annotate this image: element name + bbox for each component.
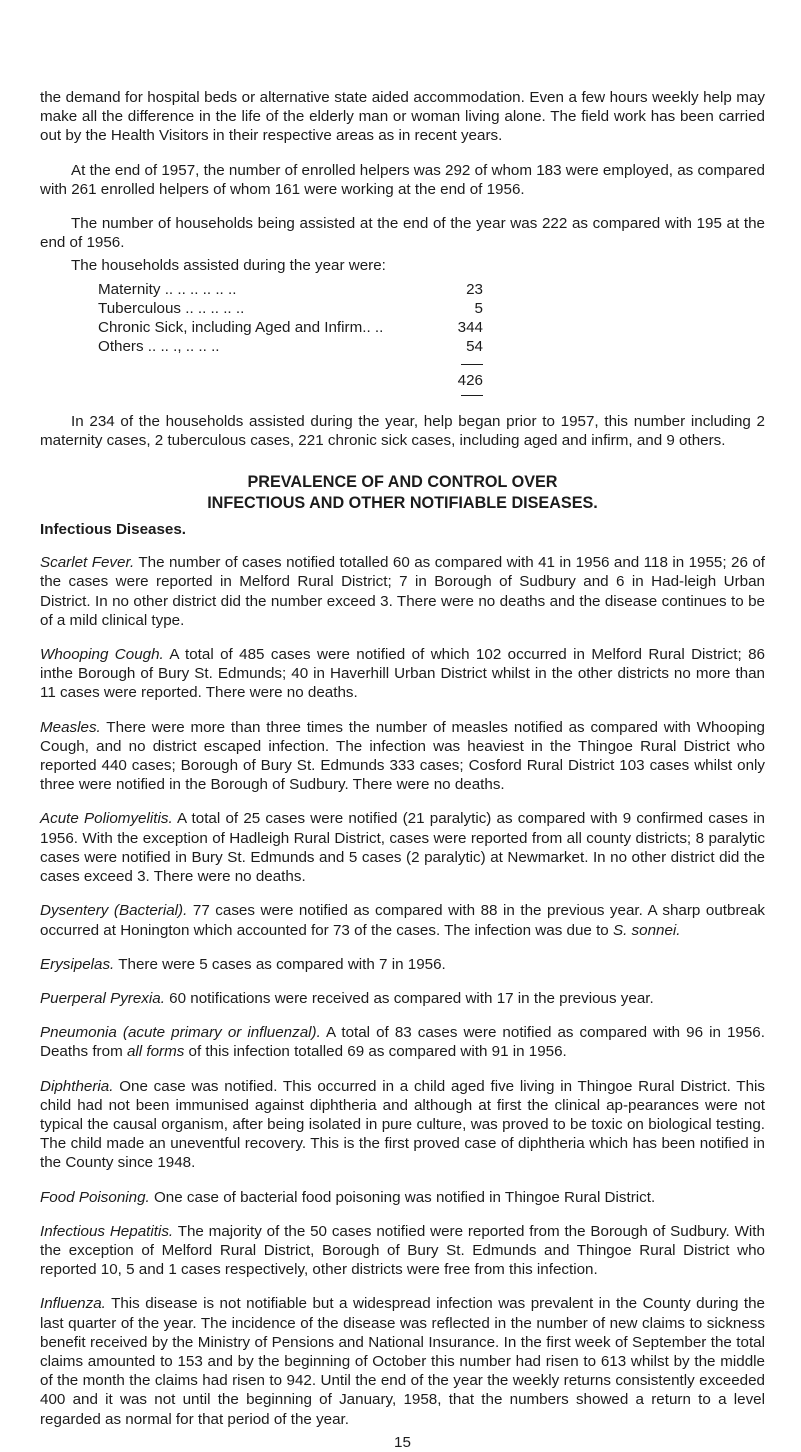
paragraph-measles: Measles. There were more than three times the number of measles notified as compared with Whooping Cough, and no district escaped infection. The infection was heaviest in the Thingoe Rural District who reported 440 cases; Borough of Bury St. Edmunds 333 cases; Cosford Rural District 103 cases whilst only three were notified in the Borough of Sudbury. There were no deaths. (40, 718, 765, 794)
paragraph-scarlet-fever: Scarlet Fever. The number of cases notified totalled 60 as compared with 41 in 1956 and 118 in 1955; 26 of the cases were reported in Melford Rural District; 7 in Borough of Sudbury and 6 in Had-leigh Urban District. In no other district did the number exceed 3. There were no deaths and the disease continues to be of a mild clinical type. (40, 554, 766, 629)
row-value: 5 (474, 299, 483, 317)
table-row (98, 280, 483, 299)
total-rule-bottom (461, 395, 483, 396)
households-intro: The households assisted during the year were: (71, 257, 386, 275)
document-page (40, 88, 765, 1452)
page-number: 15 (394, 1433, 411, 1451)
total-row (98, 356, 483, 390)
paragraph-dysentery: Dysentery (Bacterial). 77 cases were notified as compared with 88 in the previous year. A sharp outbreak occurred at Honington which accounted for 73 of the cases. The infection was due to S. sonnei. (40, 902, 765, 939)
paragraph-diphtheria: Diphtheria. One case was notified. This occurred in a child aged five living in Thingoe Rural District. This child had not been immunised against diphtheria and although at first the clinical ap-pearances were not typical the causal organism, after being isolated in pure culture, was proved to be toxic on biological testing. The child made an uneventful recovery. This is the first proved case of diphtheria which has been notified in the County since 1948. (40, 1077, 765, 1172)
table-row (98, 299, 483, 318)
row-value: 54 (466, 338, 483, 356)
paragraph-influenza: Influenza. This disease is not notifiable but a widespread infection was prevalent in the County during the last quarter of the year. The incidence of the disease was reflected in the number of new claims to sickness benefit received by the Ministry of Pensions and National Insurance. In the first week of September the total claims amounted to 153 and by the beginning of October this number had risen to 613 whilst by the middle of the month the claims had risen to 942. Until the end of the year the weekly returns consistently exceeded 400 and it was not until the beginning of January, 1958, that the numbers showed a return to a level regarded as normal for that period of the year. (40, 1295, 765, 1428)
paragraph-erysipelas: Erysipelas. There were 5 cases as compared with 7 in 1956. (40, 955, 446, 973)
paragraph-food-poisoning: Food Poisoning. One case of bacterial food poisoning was notified in Thingoe Rural District. (40, 1188, 656, 1206)
row-label: Others .. .. ., .. .. .. (98, 338, 220, 356)
paragraph-households-count: The number of households being assisted at the end of the year was 222 as compared with 195 at the end of 1956. (40, 215, 765, 252)
households-table (98, 280, 483, 391)
paragraph-infectious-hepatitis: Infectious Hepatitis. The majority of the 50 cases notified were reported from the Borough of Sudbury. With the exception of Melford Rural District, Borough of Bury St. Edmunds and Thingoe Rural District who reported 10, 5 and 1 cases respectively, other districts were free from this infection. (40, 1222, 765, 1279)
row-label: Maternity .. .. .. .. .. .. (98, 280, 237, 298)
row-label: Tuberculous .. .. .. .. .. (98, 299, 245, 317)
paragraph-enrolled-helpers: At the end of 1957, the number of enrolled helpers was 292 of whom 183 were employed, as compared with 261 enrolled helpers of whom 161 were working at the end of 1956. (40, 161, 765, 198)
paragraph-puerperal-pyrexia: Puerperal Pyrexia. 60 notifications were received as compared with 17 in the previous year. (40, 989, 654, 1007)
row-value: 23 (466, 280, 483, 298)
subheading-infectious-diseases: Infectious Diseases. (40, 521, 187, 539)
row-label: Chronic Sick, including Aged and Infirm.. .. (98, 319, 384, 337)
table-row (98, 318, 483, 337)
paragraph-poliomyelitis: Acute Poliomyelitis. A total of 25 cases were notified (21 paralytic) as compared with 9 confirmed cases in 1956. With the exception of Hadleigh Rural District, cases were reported from all county districts; 8 paralytic cases were notified in Bury St. Edmunds and 5 cases (2 paralytic) at Newmarket. In no other district did the cases exceed 3. There were no deaths. (40, 810, 765, 886)
total-value: 426 (457, 372, 483, 390)
paragraph-whooping-cough: Whooping Cough. A total of 485 cases were notified of which 102 occurred in Melford Rural District; 86 inthe Borough of Bury St. Edmunds; 40 in Haverhill Urban District whilst in the other districts no more than 11 cases were reported. There were no deaths. (40, 646, 765, 702)
table-row (98, 337, 483, 356)
paragraph-prior-help: In 234 of the households assisted during the year, help began prior to 1957, this number including 2 maternity cases, 2 tuberculous cases, 221 chronic sick cases, including aged and infirm, and 9 others. (40, 412, 765, 449)
paragraph-hospital-beds: the demand for hospital beds or alternative state aided accommodation. Even a few hours weekly help may make all the difference in the life of the elderly man or woman living alone. The field work has been carried out by the Health Visitors in their respective areas as in recent years. (40, 89, 765, 145)
row-value: 344 (457, 319, 483, 337)
section-heading: PREVALENCE OF AND CONTROL OVER INFECTIOUS AND OTHER NOTIFIABLE DISEASES. (207, 473, 598, 513)
paragraph-pneumonia: Pneumonia (acute primary or influenzal). A total of 83 cases were notified as compared with 96 in 1956. Deaths from all forms of this infection totalled 69 as compared with 91 in 1956. (40, 1024, 765, 1061)
